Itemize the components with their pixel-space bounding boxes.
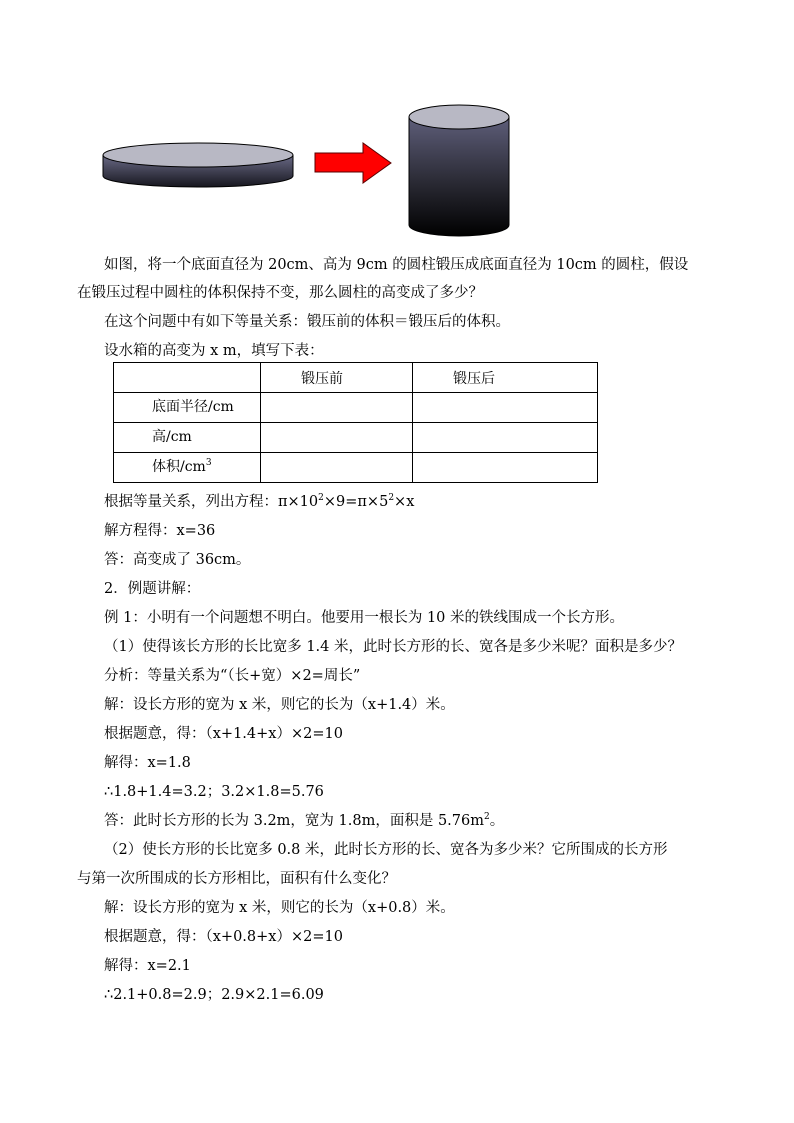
table-cell [261, 453, 413, 483]
example-1: 例 1：小明有一个问题想不明白。他要用一根长为 10 米的铁线围成一个长方形。 [104, 610, 625, 626]
flat-cylinder [103, 143, 293, 187]
answer-line: 答：高变成了 36cm。 [104, 552, 251, 568]
sol1-equation: 根据题意，得：（x+1.4+x）×2=10 [104, 726, 343, 742]
question-2-line-1: （2）使长方形的长比宽多 0.8 米，此时长方形的长、宽各为多少米？它所围成的长方形 [104, 842, 668, 858]
table-cell [261, 393, 413, 423]
problem-line-2: 在锻压过程中圆柱的体积保持不变，那么圆柱的高变成了多少？ [77, 285, 483, 301]
sol1-calc: ∴1.8+1.4=3.2；3.2×1.8=5.76 [104, 784, 324, 800]
header-cell-empty [114, 363, 261, 393]
sol2-equation: 根据题意，得：（x+0.8+x）×2=10 [104, 929, 343, 945]
table-cell [413, 453, 598, 483]
analysis-line: 分析：等量关系为“（长+宽）×2=周长” [104, 668, 361, 684]
sol2-calc: ∴2.1+0.8=2.9；2.9×2.1=6.09 [104, 987, 324, 1003]
question-2-line-2: 与第一次所围成的长方形相比，面积有什么变化？ [77, 871, 396, 887]
table-setup: 设水箱的高变为 x m，填写下表： [104, 343, 324, 359]
sol1-x: 解得：x=1.8 [104, 755, 191, 771]
row-label: 底面半径/cm [114, 393, 261, 423]
table-row [114, 393, 598, 423]
table-header-row [114, 363, 598, 393]
question-1: （1）使得该长方形的长比宽多 1.4 米，此时长方形的长、宽各是多少米呢？面积是多少？ [104, 639, 682, 655]
row-label: 高/cm [114, 423, 261, 453]
header-before: 锻压前 [261, 363, 413, 393]
solve-line: 解方程得：x=36 [104, 523, 216, 539]
problem-line-1: 如图，将一个底面直径为 20cm、高为 9cm 的圆柱锻压成底面直径为 10cm 的圆柱，假设 [104, 257, 689, 273]
header-after: 锻压后 [413, 363, 598, 393]
equation-line: 根据等量关系，列出方程：$\pi\times 10^2\times 9=\pi\times 5^2\times x$ [104, 493, 415, 510]
row-label: 体积$/cm^3$ [114, 453, 261, 483]
section-heading: 2．例题讲解： [104, 581, 201, 597]
cylinder-forging-figure [0, 0, 794, 245]
table-cell [413, 423, 598, 453]
sol1-answer: 答：此时长方形的长为 3.2m，宽为 1.8m，面积是 $5.76m^2$。 [104, 812, 505, 829]
table-row [114, 423, 598, 453]
table-cell [261, 423, 413, 453]
table-cell [413, 393, 598, 423]
sol2-let: 解：设长方形的宽为 x 米，则它的长为（x+0.8）米。 [104, 900, 455, 916]
tall-cylinder [409, 105, 509, 236]
sol2-x: 解得：x=2.1 [104, 958, 191, 974]
sol1-let: 解：设长方形的宽为 x 米，则它的长为（x+1.4）米。 [104, 697, 455, 713]
equal-relation: 在这个问题中有如下等量关系：锻压前的体积＝锻压后的体积。 [104, 314, 510, 330]
volume-table [113, 362, 598, 483]
red-arrow [315, 143, 391, 183]
table-row [114, 453, 598, 483]
